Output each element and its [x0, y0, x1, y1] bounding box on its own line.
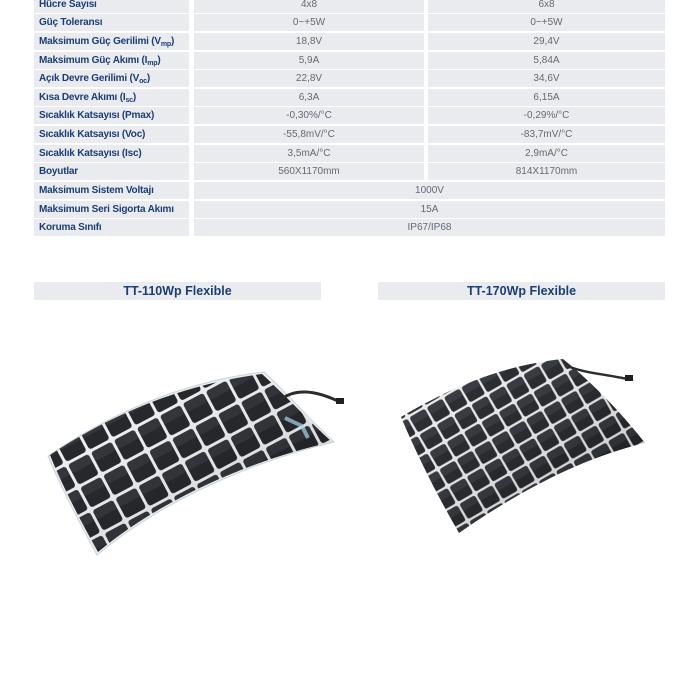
spec-value-110: 3,5mA/°C	[194, 145, 424, 162]
spec-label: Hücre Sayısı	[34, 0, 189, 13]
spec-value-170: 29,4V	[428, 33, 665, 50]
spec-label: Maksimum Sistem Voltajı	[34, 182, 189, 199]
spec-label: Sıcaklık Katsayısı (Voc)	[34, 126, 189, 143]
spec-value-170: 2,9mA/°C	[428, 145, 665, 162]
spec-value-110: 0~+5W	[194, 14, 424, 31]
spec-value-110: -0,30%/°C	[194, 107, 424, 124]
spec-label: Koruma Sınıfı	[34, 219, 189, 236]
spec-value-shared: IP67/IP68	[194, 219, 665, 236]
spec-value-170: 34,6V	[428, 70, 665, 87]
solar-panel-170-image	[395, 355, 650, 540]
product-title-110: TT-110Wp Flexible	[34, 282, 321, 300]
spec-label: Sıcaklık Katsayısı (Isc)	[34, 145, 189, 162]
spec-value-110: 22,8V	[194, 70, 424, 87]
spec-value-170: -83,7mV/°C	[428, 126, 665, 143]
spec-value-110: 5,9A	[194, 52, 424, 69]
spec-value-110: 6,3A	[194, 89, 424, 106]
spec-value-110: -55,8mV/°C	[194, 126, 424, 143]
spec-label: Maksimum Güç Akımı $(I_{mp})$	[34, 52, 189, 69]
spec-label: Maksimum Güç Gerilimi $(V_{mp})$	[34, 33, 189, 50]
spec-label: Boyutlar	[34, 163, 189, 180]
solar-panel-110-image	[40, 360, 350, 570]
spec-value-170: 6,15A	[428, 89, 665, 106]
spec-label: Maksimum Seri Sigorta Akımı	[34, 201, 189, 218]
spec-value-170: 5,84A	[428, 52, 665, 69]
spec-value-shared: 1000V	[194, 182, 665, 199]
spec-label: Sıcaklık Katsayısı (Pmax)	[34, 107, 189, 124]
spec-value-110: 560X1170mm	[194, 163, 424, 180]
spec-value-shared: 15A	[194, 201, 665, 218]
spec-value-110: 18,8V	[194, 33, 424, 50]
spec-value-170: 814X1170mm	[428, 163, 665, 180]
spec-value-170: 6x8	[428, 0, 665, 13]
spec-label: Kısa Devre Akımı $(I_{sc})$	[34, 89, 189, 106]
spec-label: Açık Devre Gerilimi $(V_{oc})$	[34, 70, 189, 87]
spec-label: Güç Toleransı	[34, 14, 189, 31]
spec-value-170: 0~+5W	[428, 14, 665, 31]
spec-value-170: -0,29%/°C	[428, 107, 665, 124]
spec-value-110: 4x8	[194, 0, 424, 13]
product-title-170: TT-170Wp Flexible	[378, 282, 665, 300]
